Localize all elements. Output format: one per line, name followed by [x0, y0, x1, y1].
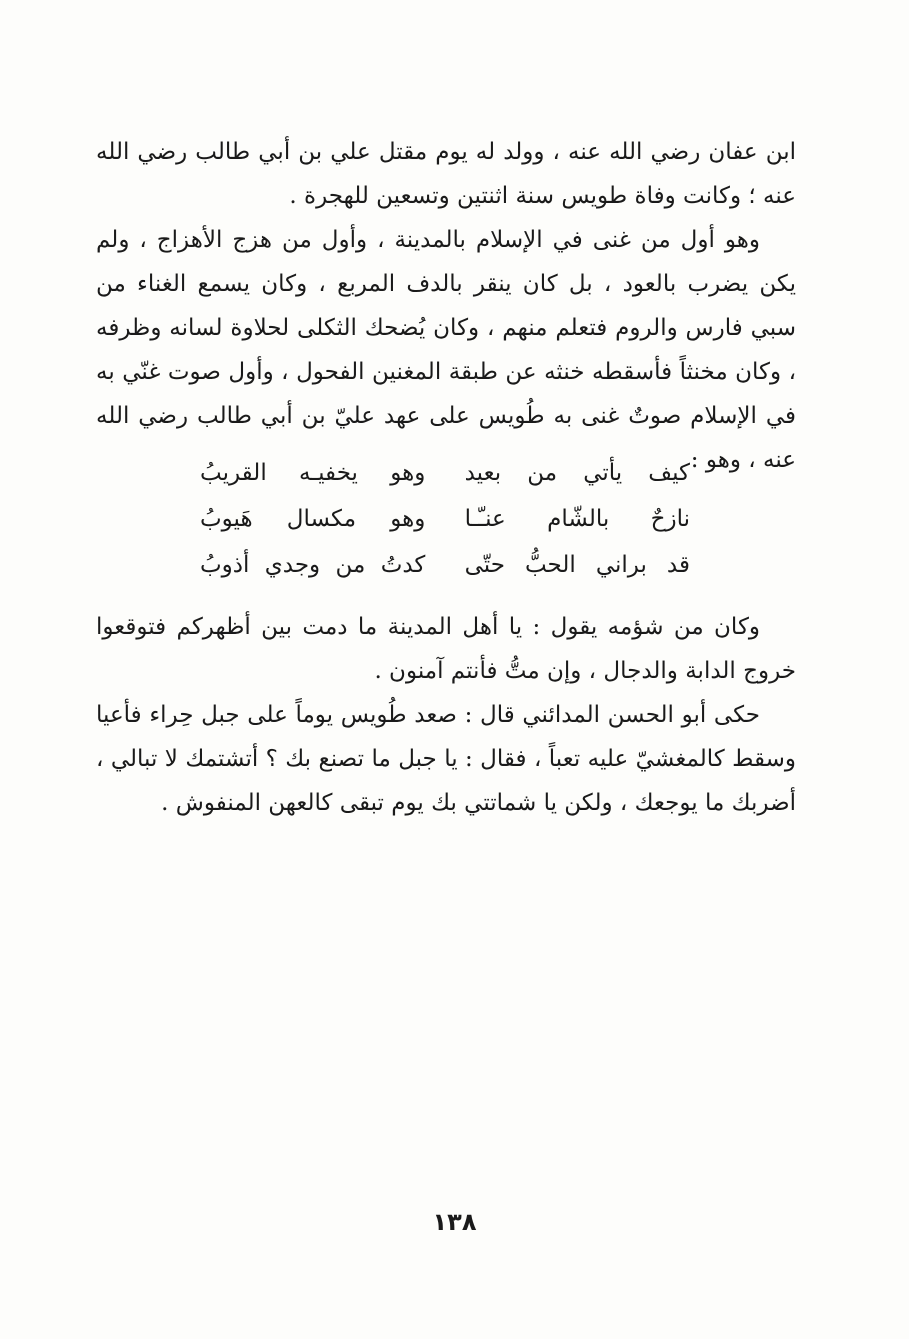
- poem-verse: [200, 450, 690, 496]
- poem-hemistich-right: نازحٌ بالشّام عنـّـا: [464, 506, 690, 532]
- page-number: ١٣٨: [432, 1208, 477, 1236]
- paragraph-1: ابن عفان رضي الله عنه ، وولد له يوم مقتل علي بن أبي طالب رضي الله عنه ؛ وكانت وفاة طويس سنة اثنتين وتسعين للهجرة .: [96, 139, 796, 209]
- text-block-bottom: [96, 605, 796, 825]
- poem-hemistich-left: وهو يخفيـه القريبُ: [200, 460, 426, 486]
- poem-hemistich-left: كدتُ من وجدي أذوبُ: [200, 552, 426, 578]
- poem-verse: [200, 542, 690, 588]
- poem-hemistich-right: قد براني الحبُّ حتّى: [464, 552, 690, 578]
- paragraph-2: وهو أول من غنى في الإسلام بالمدينة ، وأول من هزج الأهزاج ، ولم يكن يضرب بالعود ، بل كان ينقر بالدف المربع ، وكان يسمع الغناء من سبي فارس والروم فتعلم منهم ، وكان يُضحك الثكلى لحلاوة لسانه وظرفه ، وكان مخنثاً فأسقطه خنثه عن طبقة المغنين الفحول ، وأول صوت غنّي به في الإسلام صوتٌ غنى به طُويس على عهد عليّ بن أبي طالب رضي الله عنه ، وهو :: [96, 227, 796, 473]
- poem-hemistich-left: وهو مكسال هَيوبُ: [200, 506, 426, 532]
- text-block-top: [96, 130, 796, 482]
- poem: [200, 450, 690, 588]
- poem-hemistich-right: كيف يأتي من بعيد: [464, 460, 690, 486]
- paragraph-3: وكان من شؤمه يقول : يا أهل المدينة ما دمت بين أظهركم فتوقعوا خروج الدابة والدجال ، وإن متُّ فأنتم آمنون .: [96, 614, 796, 684]
- paragraph-4: حكى أبو الحسن المدائني قال : صعد طُويس يوماً على جبل حِراء فأعيا وسقط كالمغشيّ عليه تعباً ، فقال : يا جبل ما تصنع بك ؟ أتشتمك لا تبالي ، أضربك ما يوجعك ، ولكن يا شماتتي بك يوم تبقى كالعهن المنفوش .: [96, 702, 796, 816]
- poem-verse: [200, 496, 690, 542]
